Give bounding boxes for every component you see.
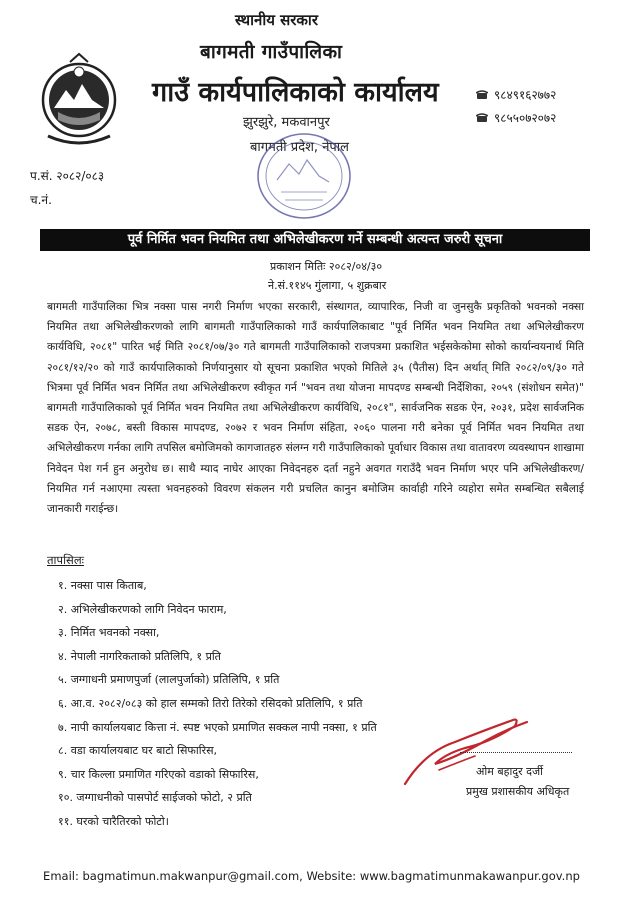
list-item: ५. जग्गाधनी प्रमाणपुर्जा (लालपुर्जाको) प्रतिलिपि, १ प्रति: [58, 673, 280, 687]
notice-title: पूर्व निर्मित भवन नियमित तथा अभिलेखीकरण गर्ने सम्बन्धी अत्यन्त जरुरी सूचना: [40, 229, 590, 251]
phone-1-number: ९८४९१६२७७२: [494, 88, 557, 102]
list-item: १०. जग्गाधनीको पासपोर्ट साईजको फोटो, २ प्रति: [58, 791, 252, 805]
official-stamp: [255, 130, 353, 222]
reference-number: प.सं. २०८२/०८३: [30, 169, 105, 183]
address-line-2: बागमती प्रदेश, नेपाल: [250, 140, 349, 155]
nepal-samvat-date: ने.सं.११४५ गुंलागा, ५ शुक्रबार: [268, 279, 387, 292]
municipality-name: बागमती गाउँपालिका: [200, 41, 343, 63]
address-line-1: झुरझुरे, मकवानपुर: [243, 115, 330, 130]
list-item: ११. घरको चारैतिरको फोटो।: [58, 814, 169, 828]
list-item: ८. वडा कार्यालयबाट घर बाटो सिफारिस,: [58, 744, 218, 758]
notice-body: बागमती गाउँपालिका भित्र नक्सा पास नगरी निर्माण भएका सरकारी, संस्थागत, व्यापारिक, निजी वा जुनसुकै प्रकृतिको भवनको नक्सा नियमित तथा अभिलेखीकरणको लागि बागमती गाउँपालिकाको गाउँ कार्यपालिकाबाट "पूर्व निर्मित भवन नियमित तथा अभिलेखीकरण कार्यविधि, २०८१" पारित भई मिति २०८१/०७/३० गते बागमती गाउँपालिकाको राजपत्रमा प्रकाशित भईसकेकोमा सोको कार्यान्वयनार्थ मिति २०८१/१२/२० को गाउँ कार्यपालिकाको निर्णयानुसार यो सूचना प्रकाशित भएको मितिले ३५ (पैतीस) दिन अर्थात् मिति २०८२/०९/३० गते भित्रमा पूर्व निर्मित भवन निर्मित तथा अभिलेखीकरण स्वीकृत गर्न "भवन तथा योजना मापदण्ड सम्बन्धी निर्देशिका, २०५९ (संशोधन समेत)" बागमती गाउँपालिकाको पूर्व निर्मित भवन नियमित तथा अभिलेखीकरण कार्यविधि, २०८१", सार्वजनिक सडक ऐन, २०३१, प्रदेश सार्वजनिक सडक ऐन, २०७८, बस्ती विकास मापदण्ड, २०७२ र भवन निर्माण संहिता, २०६० पालना गरी बनेका पूर्व निर्मित भवन नियमित तथा अभिलेखीकरण गर्नका लागि तपसिल बमोजिमको कागजातहरु संलग्न गरी गाउँपालिकाको पूर्वाधार विकास तथा वातावरण व्यवस्थापन शाखामा निवेदन पेश गर्न हुन अनुरोध छ। साथै म्याद नाघेर आएका निवेदनहरु दर्ता नहुने अवगत गराउँदै भवन निर्माण भएर पनि अभिलेखीकरण/नियमित गर्न नआएमा त्यस्ता भवनहरुको विवरण संकलन गरी प्रचलित कानुन बमोजिम कार्वाही गरिने व्यहोरा समेत सम्बन्धित सबैलाई जानकारी गराईन्छ।: [47, 300, 584, 516]
signatory-title: प्रमुख प्रशासकीय अधिकृत: [466, 785, 570, 798]
publication-date: प्रकाशन मितिः २०८२/०४/३०: [270, 260, 383, 273]
signatory-name: ओम बहादुर दर्जी: [476, 765, 543, 778]
list-item: ७. नापी कार्यालयबाट कित्ता नं. स्पष्ट भएको प्रमाणित सक्कल नापी नक्सा, १ प्रति: [58, 720, 377, 734]
nepal-emblem-icon: [40, 50, 118, 150]
phone-2-number: ९८५५०७२०७२: [494, 111, 557, 125]
phone-2: [476, 109, 556, 126]
annex-label: तापसिलः: [47, 553, 84, 567]
phone-1: [476, 86, 556, 103]
list-item: ९. चार किल्ला प्रमाणित गरिएको वडाको सिफारिस,: [58, 767, 259, 781]
list-item: १. नक्सा पास किताब,: [58, 579, 147, 592]
telephone-icon: [476, 113, 488, 123]
signature-line: [460, 752, 572, 753]
office-name: गाउँ कार्यपालिकाको कार्यालय: [152, 77, 439, 108]
dispatch-number: च.नं.: [30, 193, 52, 207]
list-item: ६. आ.व. २०८२/०८३ को हाल सम्मको तिरो तिरेको रसिदको प्रतिलिपि, १ प्रति: [58, 696, 363, 710]
header-subtitle: स्थानीय सरकार: [235, 11, 318, 29]
footer-contact: Email: bagmatimun.makwanpur@gmail.com, Website: www.bagmatimunmakawanpur.gov.np: [43, 869, 580, 883]
telephone-icon: [476, 90, 488, 100]
list-item: ४. नेपाली नागरिकताको प्रतिलिपि, १ प्रति: [58, 649, 221, 663]
list-item: २. अभिलेखीकरणको लागि निवेदन फाराम,: [58, 602, 227, 616]
list-item: ३. निर्मित भवनको नक्सा,: [58, 626, 160, 640]
annex-list: [58, 574, 377, 834]
